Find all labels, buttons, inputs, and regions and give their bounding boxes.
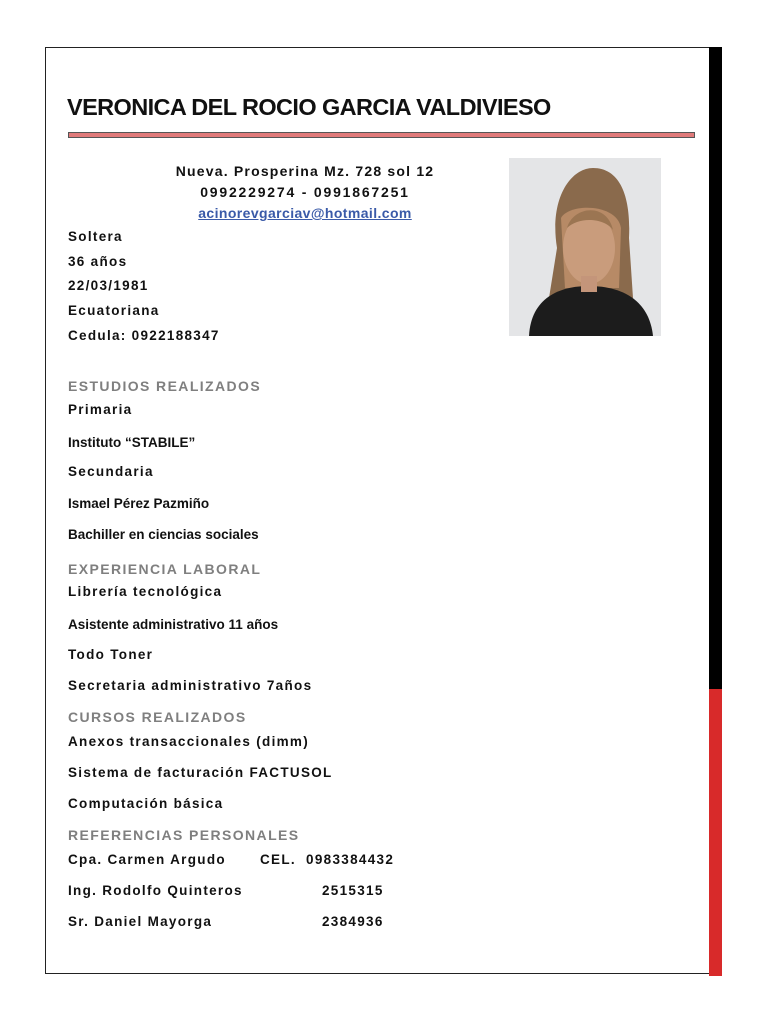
side-bar-black [709,47,722,689]
age: 36 años [68,254,128,269]
reference-name: Sr. Daniel Mayorga [68,914,213,929]
email-link[interactable]: acinorevgarciav@hotmail.com [198,205,412,221]
study-item: Secundaria [68,464,154,479]
reference-name: Ing. Rodolfo Quinteros [68,883,243,898]
id-number: Cedula: 0922188347 [68,328,220,343]
profile-photo [509,158,661,336]
experience-heading: EXPERIENCIA LABORAL [68,561,262,577]
nationality: Ecuatoriana [68,303,160,318]
title-underline [68,132,695,138]
course-item: Sistema de facturación FACTUSOL [68,765,333,780]
study-item: Bachiller en ciencias sociales [68,527,259,542]
cv-name-title: VERONICA DEL ROCIO GARCIA VALDIVIESO [67,94,551,120]
study-item: Primaria [68,402,133,417]
reference-phone: 2384936 [322,914,384,929]
reference-phone: CEL. 0983384432 [260,852,395,867]
birth-date: 22/03/1981 [68,278,149,293]
studies-heading: ESTUDIOS REALIZADOS [68,378,262,394]
experience-item: Asistente administrativo 11 años [68,617,279,632]
study-item: Ismael Pérez Pazmiño [68,496,210,511]
side-bar-red [709,689,722,976]
course-item: Computación básica [68,796,224,811]
address: Nueva. Prosperina Mz. 728 sol 12 [175,163,435,179]
experience-item: Secretaria administrativo 7años [68,678,313,693]
reference-name: Cpa. Carmen Argudo [68,852,226,867]
phone-numbers: 0992229274 - 0991867251 [200,184,410,200]
courses-heading: CURSOS REALIZADOS [68,709,247,725]
civil-status: Soltera [68,229,123,244]
experience-item: Todo Toner [68,647,154,662]
experience-item: Librería tecnológica [68,584,223,599]
references-heading: REFERENCIAS PERSONALES [68,827,300,843]
study-item: Instituto “STABILE” [68,435,196,450]
reference-phone: 2515315 [322,883,384,898]
course-item: Anexos transaccionales (dimm) [68,734,310,749]
